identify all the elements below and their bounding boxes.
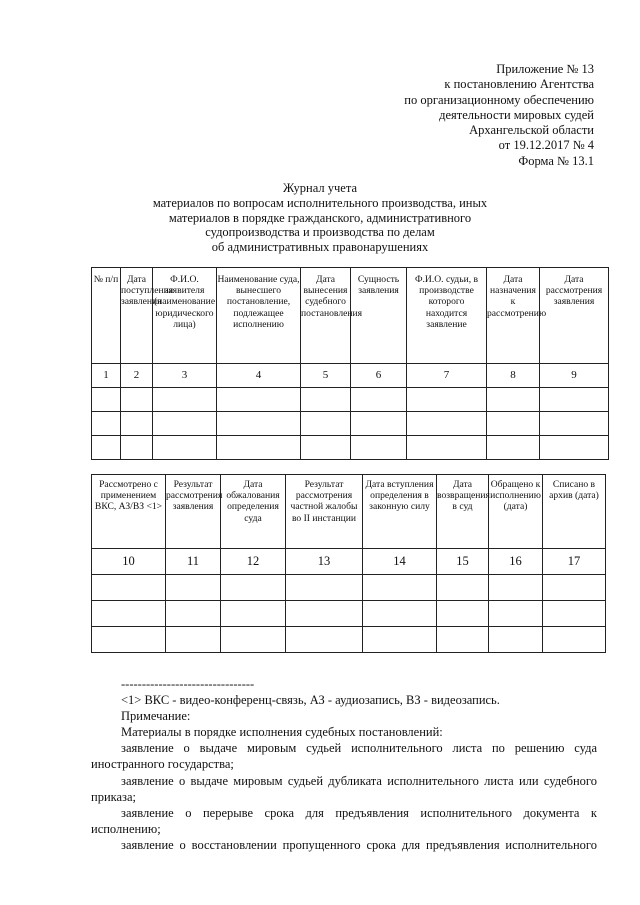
header-cell: Дата рассмотрения заявления [540,268,609,364]
empty-cell [437,601,489,627]
note-intro: Материалы в порядке исполнения судебных постановлений: [121,725,443,740]
empty-cell [217,412,301,436]
empty-row [92,436,609,460]
title-line: материалов по вопросам исполнительного производства, иных [152,195,488,210]
footnote-text: <1> ВКС - видео-конференц-связь, АЗ - аудиозапись, ВЗ - видеозапись. [121,693,500,708]
column-number: 1 [92,364,121,388]
empty-cell [221,601,286,627]
header-cell: Списано в архив (дата) [543,475,606,549]
empty-cell [407,388,487,412]
header-cell: Результат рассмотрения частной жалобы во II инстанции [286,475,363,549]
empty-cell [153,388,217,412]
header-cell: Сущность заявления [351,268,407,364]
header-line: Приложение № 13 [496,62,594,76]
empty-cell [363,601,437,627]
empty-cell [543,575,606,601]
header-cell: Результат рассмотрения заявления [166,475,221,549]
empty-cell [286,627,363,653]
column-number: 9 [540,364,609,388]
header-cell: Обращено к исполнению (дата) [489,475,543,549]
empty-cell [543,627,606,653]
header-cell: Наименование суда, вынесшего постановление, подлежащее исполнению [217,268,301,364]
note-item: заявление о восстановлении пропущенного срока для предъявления исполнительного [121,837,597,852]
header-cell: Дата вынесения судебного постановления [301,268,351,364]
header-line: Архангельской области [469,123,594,138]
empty-cell [166,601,221,627]
journal-table-part-1 [91,267,609,460]
header-line: к постановлению Агентства [444,77,594,92]
title-line: Журнал учета [282,181,358,195]
column-number: 8 [487,364,540,388]
empty-cell [221,575,286,601]
header-cell: Дата поступления заявления [121,268,153,364]
column-number: 5 [301,364,351,388]
empty-cell [351,436,407,460]
empty-cell [221,627,286,653]
column-number: 10 [92,549,166,575]
empty-row [92,575,606,601]
empty-cell [351,388,407,412]
header-cell: Рассмотрено с применением ВКС, АЗ/ВЗ <1> [92,475,166,549]
empty-cell [121,388,153,412]
empty-cell [92,412,121,436]
appendix-header [404,62,594,169]
empty-cell [540,436,609,460]
header-line: по организационному обеспечению [404,92,594,107]
column-number: 7 [407,364,487,388]
header-cell: Ф.И.О. заявителя (наименование юридического лица) [153,268,217,364]
empty-row [92,412,609,436]
empty-cell [153,412,217,436]
note-item: заявление о перерыве срока для предъявления исполнительного документа к исполнению; [91,805,597,836]
column-number: 4 [217,364,301,388]
empty-cell [489,575,543,601]
column-number: 2 [121,364,153,388]
empty-cell [121,412,153,436]
header-cell: Дата вступления определения в законную силу [363,475,437,549]
title-line: об административных правонарушениях [211,240,429,255]
note-item: заявление о выдаче мировым судьей исполнительного листа по решению суда иностранного государства; [91,741,597,772]
empty-cell [153,436,217,460]
empty-cell [92,436,121,460]
column-number: 14 [363,549,437,575]
header-cell: Дата назначения к рассмотрению [487,268,540,364]
empty-cell [437,627,489,653]
column-number: 17 [543,549,606,575]
header-cell: Дата обжалования определения суда [221,475,286,549]
note-item: заявление о выдаче мировым судьей дубликата исполнительного листа или судебного приказа; [91,773,597,804]
empty-cell [301,388,351,412]
header-cell: № п/п [92,268,121,364]
empty-cell [407,436,487,460]
empty-cell [121,436,153,460]
empty-cell [301,436,351,460]
column-number: 11 [166,549,221,575]
footnote-separator: -------------------------------- [121,677,255,691]
empty-row [92,627,606,653]
empty-cell [489,601,543,627]
form-number: Форма № 13.1 [518,153,594,168]
column-number: 6 [351,364,407,388]
empty-cell [540,412,609,436]
journal-table-part-2 [91,474,606,653]
empty-cell [217,388,301,412]
empty-cell [92,575,166,601]
empty-cell [363,627,437,653]
column-number: 13 [286,549,363,575]
empty-cell [92,601,166,627]
empty-cell [286,601,363,627]
empty-cell [407,412,487,436]
header-cell: Ф.И.О. судьи, в производстве которого находится заявление [407,268,487,364]
title-line: материалов в порядке гражданского, административного [168,210,472,225]
empty-cell [351,412,407,436]
column-number: 12 [221,549,286,575]
empty-row [92,601,606,627]
header-line: деятельности мировых судей [439,107,594,122]
empty-cell [543,601,606,627]
empty-cell [363,575,437,601]
empty-cell [487,412,540,436]
column-number: 15 [437,549,489,575]
empty-cell [301,412,351,436]
empty-cell [540,388,609,412]
empty-cell [286,575,363,601]
column-number: 16 [489,549,543,575]
note-label: Примечание: [121,709,191,724]
empty-cell [92,627,166,653]
footnotes-section [91,676,597,853]
header-line: от 19.12.2017 № 4 [498,138,594,153]
empty-cell [487,436,540,460]
empty-cell [217,436,301,460]
header-cell: Дата возвращения в суд [437,475,489,549]
empty-cell [489,627,543,653]
empty-cell [166,575,221,601]
journal-title [0,181,640,255]
empty-cell [437,575,489,601]
column-number: 3 [153,364,217,388]
empty-row [92,388,609,412]
title-line: судопроизводства и производства по делам [205,225,435,240]
empty-cell [166,627,221,653]
empty-cell [92,388,121,412]
empty-cell [487,388,540,412]
